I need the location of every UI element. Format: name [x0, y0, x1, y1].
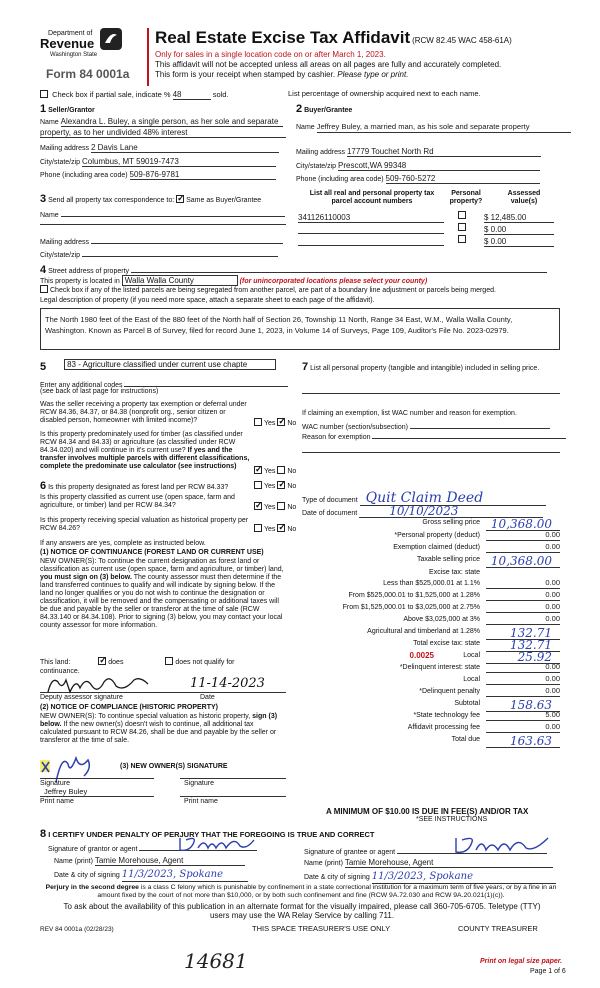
tax-row-label: Excise tax: state	[429, 569, 480, 576]
seller-phone-row: Phone (including area code) 509-876-9781	[40, 170, 276, 180]
see-instructions: *SEE INSTRUCTIONS	[416, 816, 488, 823]
percentage-note: List percentage of ownership acquired next to each name.	[288, 89, 481, 98]
tax-row-value[interactable]: 5.00	[486, 711, 560, 721]
tax-row	[300, 639, 562, 650]
doc-date-row: Date of document 10/10/2023	[302, 505, 543, 518]
personal-property-line[interactable]	[302, 393, 560, 394]
personal-property-checkbox[interactable]	[458, 223, 466, 231]
timber-yes-checkbox[interactable]	[254, 466, 262, 474]
seller-name-field-2[interactable]: property, as to her undivided 48% interest	[40, 128, 286, 138]
page-title: Real Estate Excise Tax Affidavit (RCW 82.45 WAC 458-61A)	[155, 28, 512, 47]
tax-row-value[interactable]: 0.00	[486, 543, 560, 553]
q-current-use-answer: ✓ Yes No	[254, 503, 296, 512]
tax-row-value[interactable]: 158.63	[486, 699, 560, 712]
grantee-sig-row: Signature of grantee or agent	[304, 846, 547, 857]
section3-correspondence: 3 Send all property tax correspondence to: ✓ Same as Buyer/Grantee	[40, 193, 261, 206]
grantee-date-row: Date & city of signing 11/3/2023, Spokane	[304, 871, 556, 884]
reason-field[interactable]	[372, 431, 566, 439]
personal-col-header: Personal property?	[449, 190, 483, 206]
certify-heading: 8 I CERTIFY UNDER PENALTY OF PERJURY THAT THE FOREGOING IS TRUE AND CORRECT	[40, 828, 375, 840]
buyer-mailing-row: Mailing address 17779 Touchet North Rd	[296, 147, 541, 157]
does-qualify-checkbox[interactable]	[98, 657, 106, 665]
wac-row: WAC number (section/subsection)	[302, 421, 550, 432]
assessor-sig-label: Deputy assessor signature	[40, 694, 123, 701]
historic-yes-checkbox[interactable]	[254, 524, 262, 532]
tax-row-label: Gross selling price	[422, 519, 480, 526]
tax-row	[300, 627, 562, 638]
tax-row-label: *Delinquent interest: state	[399, 664, 480, 671]
doc-type-field[interactable]: Quit Claim Deed	[360, 491, 546, 506]
seller-heading: 1 Seller/Grantor	[40, 103, 95, 115]
assessor-date-label: Date	[200, 694, 215, 701]
reason-line2	[302, 452, 560, 453]
buyer-heading: 2 Buyer/Grantee	[296, 103, 353, 115]
section6-note: If any answers are yes, complete as instructed below.	[40, 540, 206, 547]
tax-row-label: Agricultural and timberland at 1.28%	[367, 628, 480, 635]
this-land-row: This land: ✓ does does not qualify for	[40, 658, 235, 667]
grantor-name-row: Name (print) Tamie Morehouse, Agent	[54, 856, 245, 866]
rev-number: REV 84 0001a (02/28/23)	[40, 926, 114, 933]
tax-row-value[interactable]: 132.71	[486, 627, 560, 640]
tax-row-value[interactable]: 10,368.00	[486, 555, 560, 568]
grantor-date-field[interactable]	[122, 869, 248, 882]
section7-label: 7 List all personal property (tangible and intangible) included in selling price.	[302, 361, 540, 373]
buyer-phone-field[interactable]: 509-760-5272	[386, 174, 540, 184]
partial-sale-checkbox[interactable]	[40, 90, 48, 98]
does-not-qualify-checkbox[interactable]	[165, 657, 173, 665]
q-historic: Is this property receiving special valuation as historical property per RCW 84.26?	[40, 517, 249, 533]
assessed-value[interactable]: $ 0.00	[484, 237, 554, 247]
buyer-name-field[interactable]: Jeffrey Buley, a married man, as his sole and separate property	[317, 123, 571, 133]
tax-row	[300, 518, 562, 529]
doc-type-row: Type of document Quit Claim Deed	[302, 491, 546, 506]
owner-print-name[interactable]: Jeffrey Buley	[44, 787, 88, 796]
grantee-name-row: Name (print) Tamie Morehouse, Agent	[304, 858, 553, 868]
exemption-note: If claiming an exemption, list WAC number and reason for exemption.	[302, 410, 517, 417]
tax-row	[300, 711, 562, 722]
buyer-city-row: City/state/zip Prescott,WA 99348	[296, 161, 540, 171]
print-line-2	[180, 796, 286, 797]
signature-label-1: Signature	[40, 780, 70, 787]
tax-row-label: Subtotal	[454, 700, 480, 707]
partial-sale: Check box if partial sale, indicate % 48 sold.	[40, 90, 229, 100]
partial-percent[interactable]: 48	[173, 90, 211, 100]
q-exemption-answer: Yes ✓ No	[254, 419, 296, 428]
assessor-date[interactable]: 11-14-2023	[190, 676, 265, 691]
print-name-label-2: Print name	[184, 798, 218, 805]
street-address-row: 4 Street address of property	[40, 264, 547, 277]
tax-row-label: *Personal property (deduct)	[394, 532, 480, 539]
street-address-field[interactable]	[131, 265, 547, 273]
tax-row	[300, 555, 562, 566]
land-use-code-select[interactable]: 83 - Agriculture classified under current use chapte	[64, 359, 276, 370]
exemption-no-checkbox[interactable]	[277, 418, 285, 426]
tax-row	[300, 687, 562, 698]
timber-no-checkbox[interactable]	[277, 466, 285, 474]
forest-yes-checkbox[interactable]	[254, 481, 262, 489]
q-forest: 6 Is this property designated as forest land per RCW 84.33?	[40, 480, 229, 492]
assessor-line	[40, 692, 286, 693]
tax-row-label: Less than $525,000.01 at 1.1%	[383, 580, 480, 587]
dept-line3: Washington State	[50, 52, 98, 58]
tax-row-label: Taxable selling price	[416, 556, 480, 563]
personal-property-checkbox[interactable]	[458, 211, 466, 219]
minimum-note: A MINIMUM OF $10.00 IS DUE IN FEE(S) AND/OR TAX	[326, 807, 529, 816]
handwritten-number: 14681	[184, 949, 248, 973]
tax-row	[300, 603, 562, 614]
buyer-phone-row: Phone (including area code) 509-760-5272	[296, 174, 540, 184]
county-select[interactable]: Walla Walla County	[122, 275, 238, 286]
tax-row-value[interactable]: 0.00	[486, 663, 560, 673]
continuance-label: continuance.	[40, 668, 80, 675]
parcel-number[interactable]: 341126110003	[298, 213, 444, 223]
wa-logo-icon	[100, 28, 122, 50]
tax-row-label: *State technology fee	[413, 712, 480, 719]
grantor-date[interactable]: 11/3/2023, Spokane	[121, 869, 224, 880]
header-line3: This form is your receipt when stamped by cashier. Please type or print.	[155, 70, 409, 79]
tax-row-label: Exemption claimed (deduct)	[393, 544, 480, 551]
notice1-title: (1) NOTICE OF CONTINUANCE (FOREST LAND OR CURRENT USE)	[40, 549, 264, 556]
parcel-number[interactable]	[298, 225, 444, 234]
q-exemption: Was the seller receiving a property tax exemption or deferral under RCW 84.36, 84.37, or 84.38 (nonprofit org., senior citizen or disabled person, homeowner with limited income)?	[40, 401, 247, 425]
same-as-buyer-checkbox[interactable]	[176, 195, 184, 203]
buyer-city-field[interactable]: Prescott,WA 99348	[338, 161, 540, 171]
wac-field[interactable]	[410, 421, 550, 429]
seller-name-row: Name Alexandra L. Buley, a single person, as her sole and separate	[40, 117, 286, 127]
header-line1: Only for sales in a single location code on or after March 1, 2023.	[155, 50, 386, 59]
section5-code-row: 5 83 - Agriculture classified under current use chapte	[40, 359, 276, 374]
grantee-signature[interactable]	[452, 834, 552, 856]
tax-row-label: Affidavit processing fee	[407, 724, 480, 731]
grantor-signature[interactable]	[176, 834, 256, 854]
seller-name-field[interactable]: Alexandra L. Buley, a single person, as her sole and separate	[61, 117, 283, 127]
legal-paper-note: Print on legal size paper.	[480, 958, 563, 965]
tax-row	[300, 723, 562, 734]
tax-row-label: *Delinquent penalty	[419, 688, 480, 695]
header-divider	[147, 28, 149, 86]
tax-row	[300, 531, 562, 542]
signature-label-2: Signature	[184, 780, 214, 787]
tax-row-value[interactable]: 163.63	[486, 735, 560, 748]
seller-mailing-field[interactable]: 2 Davis Lane	[91, 143, 279, 153]
page-number: Page 1 of 6	[530, 968, 566, 975]
buyer-name-row: Name Jeffrey Buley, a married man, as his sole and separate property	[296, 123, 571, 133]
buyer-mailing-field[interactable]: 17779 Touchet North Rd	[347, 147, 541, 157]
q-current-use: Is this property classified as current use (open space, farm and agriculture, or timber) land per RCW 84.34?	[40, 494, 235, 510]
assessed-col-header: Assessed value(s)	[507, 190, 541, 206]
section3-city-row: City/state/zip	[40, 249, 278, 260]
tax-row	[300, 675, 562, 686]
header-line2: This affidavit will not be accepted unless all areas on all pages are fully and accurately completed.	[155, 60, 502, 69]
parcel-number[interactable]	[298, 237, 444, 246]
tax-row	[300, 615, 562, 626]
sig-line-1	[40, 778, 154, 779]
treasurer-use: THIS SPACE TREASURER'S USE ONLY	[252, 924, 391, 933]
tax-row-value[interactable]: 25.92	[486, 651, 560, 664]
tax-row-label: Total due	[451, 736, 480, 743]
tax-row	[300, 543, 562, 554]
seller-city-field[interactable]: Columbus, MT 59019-7473	[82, 157, 276, 167]
tax-row	[300, 591, 562, 602]
tax-row-value[interactable]: 0.00	[486, 687, 560, 697]
tax-row	[300, 651, 562, 662]
segregation-row: Check box if any of the listed parcels are being segregated from another parcel, are part of a boundary line adjustment or parcels being merged.	[40, 286, 496, 295]
legal-description-box[interactable]: The North 1980 feet of the East of the 880 feet of the North half of Section 26, Township 11 North, Range 34 East, W.M., Walla Walla County, Washington. Known as Parcel B of Survey, filed for record June 1, 2023, in Volume 14 of Surveys, Page 109, Auditor's File No. 2023-02979.	[40, 308, 560, 350]
tax-row-value[interactable]: 0.00	[486, 615, 560, 625]
tax-row-value[interactable]: 0.00	[486, 531, 560, 541]
sig-line-2	[180, 778, 286, 779]
additional-codes-row: Enter any additional codes	[40, 379, 288, 390]
section3-name-field[interactable]	[61, 209, 285, 217]
seller-city-row: City/state/zip Columbus, MT 59019-7473	[40, 157, 276, 167]
grantor-date-row: Date & city of signing 11/3/2023, Spokane	[54, 869, 248, 882]
historic-no-checkbox[interactable]	[277, 524, 285, 532]
tax-row-value[interactable]: 10,368.00	[486, 518, 560, 531]
q-timber: Is this property predominately used for timber (as classified under RCW 84.34 and 84.33) or agriculture (as classified under RCW 84.34.020) and will continue in it's current use? If yes and the transfer involves multiple parcels with different classifications, complete the predominate use calculator (see instructions)	[40, 431, 250, 471]
location-row: This property is located in Walla Walla County (for unincorporated locations please select your county)	[40, 276, 428, 285]
tax-row-value[interactable]: 0.00	[486, 603, 560, 613]
current-use-no-checkbox[interactable]	[277, 502, 285, 510]
q-historic-answer: Yes ✓ No	[254, 525, 296, 534]
reason-row: Reason for exemption	[302, 431, 566, 442]
tax-row-value[interactable]: 0.00	[486, 591, 560, 601]
tax-row	[300, 699, 562, 710]
exemption-yes-checkbox[interactable]	[254, 418, 262, 426]
notice2-title: (2) NOTICE OF COMPLIANCE (HISTORIC PROPERTY)	[40, 704, 218, 711]
legal-label: Legal description of property (if you need more space, attach a separate sheet to each page of the affidavit).	[40, 297, 375, 304]
tax-row-label: Above $3,025,000 at 3%	[403, 616, 480, 623]
assessed-value[interactable]: $ 0.00	[484, 225, 554, 235]
grantee-print-name[interactable]: Tamie Morehouse, Agent	[345, 858, 553, 868]
tax-row	[300, 579, 562, 590]
tax-row	[300, 735, 562, 746]
tax-row-label: Local	[463, 676, 480, 683]
form-number: Form 84 0001a	[46, 67, 130, 81]
tax-row-value[interactable]: 0.00	[486, 579, 560, 589]
tax-row-value[interactable]: 0.00	[486, 723, 560, 733]
tax-row	[300, 568, 562, 579]
notice1-text: NEW OWNER(S): To continue the current designation as forest land or classification as current use (open space, farm and agriculture, or timber) land, you must sign on (3) below. The county assessor must then determine if the land transferred continues to qualify and will indicate by signing below. If the land no longer qualifies or you do not wish to continue the designation or classification, it will be removed and the compensating or additional taxes will be due and payable by the seller or transferor at the time of sale (RCW 84.33.140 or 84.34.108). Prior to signing (3) below, you may contact your local county assessor for more information.	[40, 558, 284, 630]
tax-row-label: From $1,525,000.01 to $3,025,000 at 2.75%	[342, 604, 480, 611]
additional-codes-field[interactable]	[124, 379, 288, 387]
seller-phone-field[interactable]: 509-876-9781	[130, 170, 276, 180]
notice2-text: NEW OWNER(S): To continue special valuation as historic property, sign (3) below. If the new owner(s) doesn't wish to continue, all additional tax calculated pursuant to RCW 84.26, shall be due and payable by the seller or transferor at the time of sale.	[40, 713, 278, 745]
parcel-col-header: List all real and personal property tax parcel account numbers	[309, 190, 435, 206]
ada-note: To ask about the availability of this publication in an alternate format for the visually impaired, please call 360-705-6705. Teletype (TTY) users may use the WA Relay Service by calling 711.	[63, 902, 541, 921]
tax-row-value[interactable]: 132.71	[486, 639, 560, 652]
tax-row	[300, 663, 562, 674]
grantee-date-field[interactable]	[372, 871, 556, 884]
print-line-1	[40, 796, 154, 797]
grantor-sig-row: Signature of grantor or agent	[48, 843, 257, 854]
tax-row-label: From $525,000.01 to $1,525,000 at 1.28%	[348, 592, 480, 599]
tax-row-label: Local	[463, 652, 480, 659]
seller-mailing-row: Mailing address 2 Davis Lane	[40, 143, 279, 153]
doc-date-field[interactable]: 10/10/2023	[359, 505, 543, 518]
local-rate: 0.0025	[409, 651, 434, 660]
dept-line2: Revenue	[40, 36, 95, 51]
grantee-date[interactable]: 11/3/2023, Spokane	[371, 871, 474, 882]
notice3-title: (3) NEW OWNER(S) SIGNATURE	[120, 763, 228, 770]
county-treasurer: COUNTY TREASURER	[458, 924, 538, 933]
forest-no-checkbox[interactable]	[277, 481, 285, 489]
section3-mailing-row: Mailing address	[40, 236, 283, 247]
section3-name-row: Name	[40, 209, 285, 220]
section3-mailing-field[interactable]	[91, 236, 283, 244]
section3-city-field[interactable]	[82, 249, 278, 257]
personal-property-checkbox[interactable]	[458, 235, 466, 243]
section3-name-line2	[40, 224, 286, 225]
current-use-yes-checkbox[interactable]	[254, 502, 262, 510]
q-timber-answer: ✓Yes No	[254, 467, 296, 476]
tax-row-label: Total excise tax: state	[413, 640, 480, 647]
print-name-label-1: Print name	[40, 798, 74, 805]
tax-row-value[interactable]: 0.00	[486, 675, 560, 685]
assessed-value[interactable]: $ 12,485.00	[484, 213, 554, 223]
perjury-note: Perjury in the second degree is a class C felony which is punishable by confinement in a state correctional institution for a maximum term of five years, or by a fine in an amount fixed by the court of not more than $10,000, or by both such confinement and fine (RCW 9A.72.030 and RCW 9A.20.021(1)(c)).	[45, 884, 557, 899]
q-forest-answer: Yes ✓ No	[254, 482, 296, 491]
dept-line1: Department of	[48, 30, 93, 37]
additional-codes-sub: (see back of last page for instructions)	[40, 388, 159, 395]
segregation-checkbox[interactable]	[40, 285, 48, 293]
grantor-print-name[interactable]: Tamie Morehouse, Agent	[95, 856, 245, 866]
